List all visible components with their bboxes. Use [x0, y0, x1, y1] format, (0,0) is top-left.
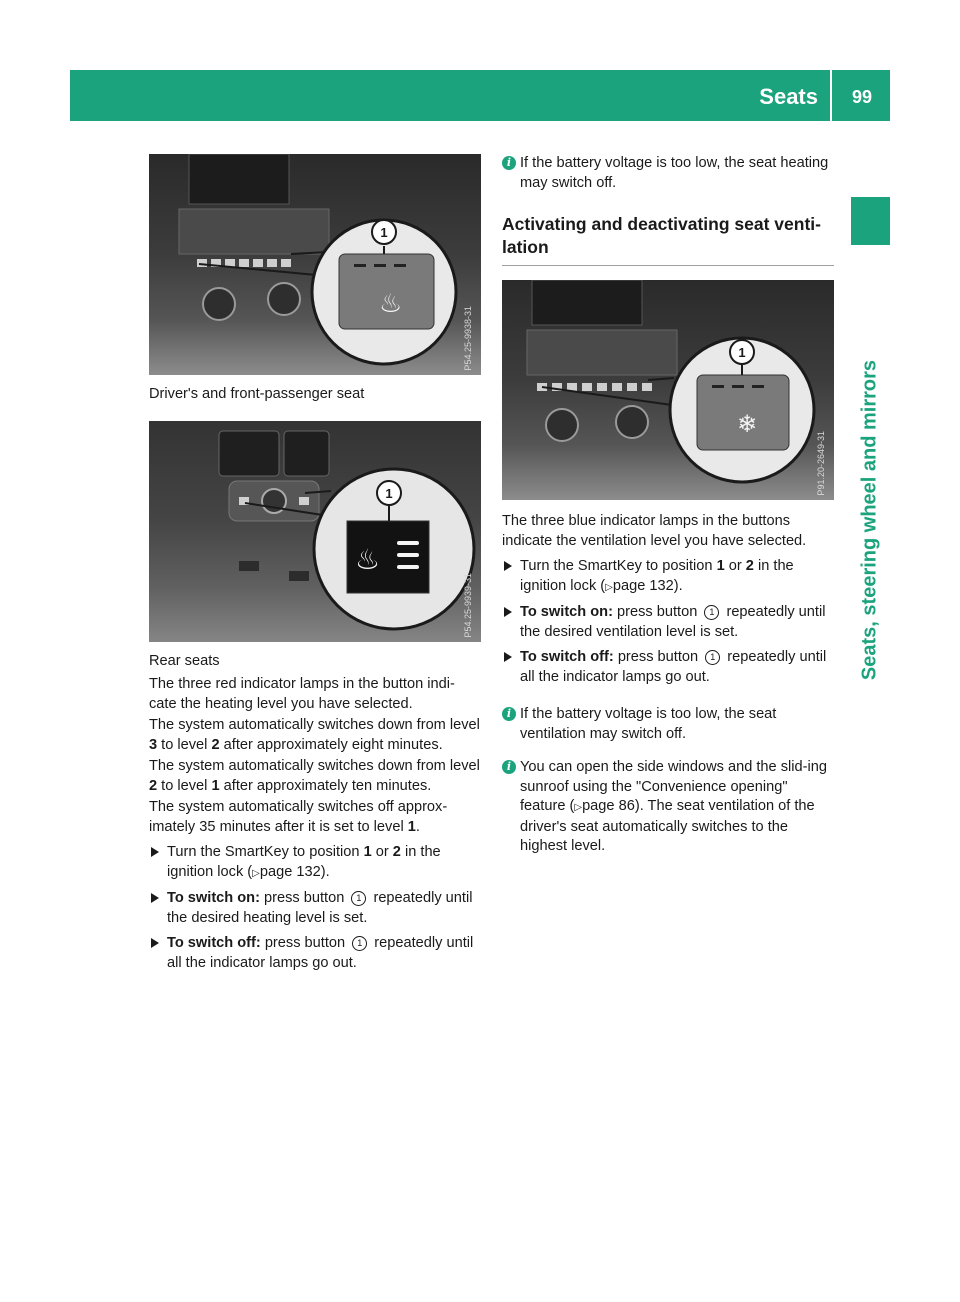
caption-front-seats: Driver's and front-passenger seat: [149, 386, 365, 402]
paragraph-auto-switch-2: The system automatically switches down from level 2 to level 1 after approximately ten minutes.: [149, 758, 480, 794]
svg-text:♨: ♨: [355, 542, 381, 576]
photo-ventilation: [502, 280, 834, 500]
note-battery-ventilation: i If the battery voltage is too low, the seat ventilation may switch off.: [502, 705, 834, 744]
callout-ref: 1: [704, 605, 719, 620]
page-number: 99: [851, 87, 872, 107]
info-icon: i: [502, 156, 516, 170]
paragraph-auto-switch-off: The system automatically switches off approx-imately 35 minutes after it is set to level 1.: [149, 799, 448, 835]
photo-front-seats: [149, 154, 481, 375]
triangle-right-icon: ▷: [252, 867, 260, 879]
header-bar: [70, 70, 890, 121]
image-code: P54.25-9939-31: [462, 572, 473, 638]
callout-number: 1: [385, 485, 393, 501]
callout-ref: 1: [705, 650, 720, 665]
paragraph-blue-indicator: The three blue indicator lamps in the buttons indicate the ventilation level you have selected.: [502, 513, 807, 549]
page-ref-link[interactable]: page 132: [612, 577, 674, 594]
caption-rear-seats: Rear seats: [149, 652, 220, 669]
rear-callout-label-svg: [149, 421, 481, 642]
callout-number: 1: [738, 345, 746, 360]
arrow-right-icon: [504, 607, 512, 617]
side-tab-title: Seats, steering wheel and mirrors: [858, 359, 881, 681]
photo-rear-seats: [149, 421, 481, 642]
front-callout-label-svg: [149, 154, 481, 375]
ventilation-callout-label-svg: [502, 280, 834, 500]
callout-ref: 1: [351, 891, 366, 906]
header-title: Seats: [759, 84, 818, 109]
info-icon: i: [502, 760, 516, 774]
callout-number: 1: [380, 225, 388, 240]
side-tab-block: [851, 197, 890, 245]
arrow-right-icon: [151, 938, 159, 948]
svg-text:❄: ❄: [737, 410, 758, 438]
callout-ref: 1: [352, 936, 367, 951]
page-ref-link[interactable]: page 86: [582, 798, 635, 814]
triangle-right-icon: ▷: [574, 802, 583, 813]
image-code: P91.20-2649-31: [815, 431, 826, 496]
arrow-right-icon: [504, 652, 512, 662]
image-code: P54.25-9938-31: [462, 306, 473, 371]
triangle-right-icon: ▷: [605, 581, 613, 593]
right-column: [502, 154, 834, 857]
step-turn-smartkey: Turn the SmartKey to position 1 or 2 in the ignition lock (▷page 132).: [149, 843, 481, 883]
step-switch-off: To switch off: press button 1 repeatedly until all the indicator lamps go out.: [149, 934, 481, 973]
note-convenience-opening: i You can open the side windows and the slid-ing sunroof using the "Convenience opening" feature (▷page 86). The seat ventilation of the driver's seat automatically switches to the highest level.: [502, 758, 834, 857]
arrow-right-icon: [151, 847, 159, 857]
header-divider: [830, 70, 832, 121]
note-battery-heating: i If the battery voltage is too low, the seat heating may switch off.: [502, 154, 834, 193]
step-switch-off: To switch off: press button 1 repeatedly until all the indicator lamps go out.: [502, 648, 834, 687]
info-icon: i: [502, 707, 516, 721]
svg-text:♨: ♨: [379, 289, 403, 319]
paragraph-auto-switch-1: The system automatically switches down from level 3 to level 2 after approximately eight minutes.: [149, 717, 480, 753]
arrow-right-icon: [504, 561, 512, 571]
step-switch-on: To switch on: press button 1 repeatedly until the desired ventilation level is set.: [502, 603, 834, 642]
page-ref-link[interactable]: page 132: [259, 863, 321, 880]
left-column: [149, 154, 481, 973]
step-switch-on: To switch on: press button 1 repeatedly until the desired heating level is set.: [149, 889, 481, 928]
arrow-right-icon: [151, 893, 159, 903]
paragraph-red-indicator: The three red indicator lamps in the button indi-cate the heating level you have selected.: [149, 676, 455, 712]
section-heading-ventilation: Activating and deactivating seat venti-lation: [502, 213, 834, 266]
step-turn-smartkey: Turn the SmartKey to position 1 or 2 in the ignition lock (▷page 132).: [502, 557, 834, 597]
